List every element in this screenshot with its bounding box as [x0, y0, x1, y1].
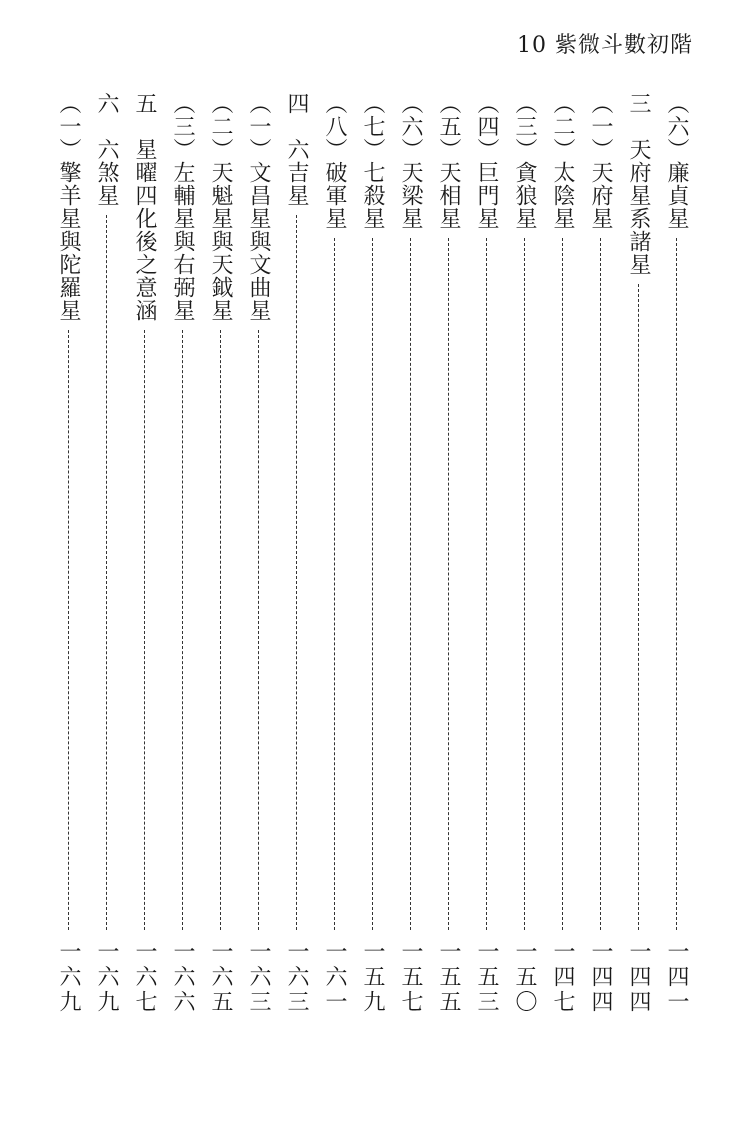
- toc-entry-page: 一六三: [246, 940, 271, 1015]
- toc-section-page: 一四四: [626, 940, 651, 1015]
- toc-entry-page: 一五五: [436, 940, 461, 1015]
- dotted-leader: [68, 330, 69, 930]
- dotted-leader: [676, 238, 677, 930]
- toc-section-title: 三 天府星系諸星: [626, 92, 651, 276]
- dotted-leader: [258, 330, 259, 930]
- toc-entry-page: 一四四: [588, 940, 613, 1015]
- toc-section-page: 一六七: [132, 940, 157, 1015]
- toc-entry[interactable]: [50, 92, 86, 1032]
- dotted-leader: [106, 215, 107, 930]
- dotted-leader: [182, 330, 183, 930]
- toc-entry-page: 一四一: [664, 940, 689, 1015]
- toc-entry-page: 一六九: [56, 940, 81, 1015]
- dotted-leader: [562, 238, 563, 930]
- toc-entry[interactable]: [582, 92, 618, 1032]
- toc-entry[interactable]: [202, 92, 238, 1032]
- toc-entry-title: （三）左輔星與右弼星: [170, 92, 195, 322]
- toc-section-page: 一六三: [284, 940, 309, 1015]
- dotted-leader: [638, 284, 639, 930]
- dotted-leader: [372, 238, 373, 930]
- toc-entry-title: （一）文昌星與文曲星: [246, 92, 271, 322]
- toc-entry-title: （七）七殺星: [360, 92, 385, 230]
- toc-entry[interactable]: [506, 92, 542, 1032]
- toc-section-page: 一六九: [94, 940, 119, 1015]
- toc-entry-page: 一六六: [170, 940, 195, 1015]
- toc-entry-page: 一五〇: [512, 940, 537, 1015]
- toc-entry[interactable]: [354, 92, 390, 1032]
- toc-entry-title: （一）天府星: [588, 92, 613, 230]
- toc-section-title: 五 星曜四化後之意涵: [132, 92, 157, 322]
- toc-entry-page: 一六一: [322, 940, 347, 1015]
- toc-entry-title: （二）天魁星與天鉞星: [208, 92, 233, 322]
- page-header: 10 紫微斗數初階: [517, 33, 693, 58]
- toc-entry-title: （六）廉貞星: [664, 92, 689, 230]
- toc-entry[interactable]: [392, 92, 428, 1032]
- toc-entry-title: （八）破軍星: [322, 92, 347, 230]
- toc-section-title: 六 六煞星: [94, 92, 119, 207]
- toc-section[interactable]: [88, 92, 124, 1032]
- toc-entry[interactable]: [468, 92, 504, 1032]
- table-of-contents: [54, 92, 694, 1032]
- dotted-leader: [600, 238, 601, 930]
- toc-entry[interactable]: [658, 92, 694, 1032]
- toc-entry[interactable]: [430, 92, 466, 1032]
- toc-entry-title: （二）太陰星: [550, 92, 575, 230]
- toc-entry-title: （五）天相星: [436, 92, 461, 230]
- toc-entry-page: 一五七: [398, 940, 423, 1015]
- toc-entry-page: 一五九: [360, 940, 385, 1015]
- toc-entry[interactable]: [164, 92, 200, 1032]
- toc-entry[interactable]: [240, 92, 276, 1032]
- toc-section[interactable]: [126, 92, 162, 1032]
- dotted-leader: [144, 330, 145, 930]
- toc-entry[interactable]: [316, 92, 352, 1032]
- toc-entry[interactable]: [544, 92, 580, 1032]
- dotted-leader: [486, 238, 487, 930]
- toc-entry-page: 一四七: [550, 940, 575, 1015]
- dotted-leader: [220, 330, 221, 930]
- toc-section-title: 四 六吉星: [284, 92, 309, 207]
- toc-entry-page: 一六五: [208, 940, 233, 1015]
- toc-entry-title: （四）巨門星: [474, 92, 499, 230]
- toc-entry-title: （三）貪狼星: [512, 92, 537, 230]
- toc-entry-page: 一五三: [474, 940, 499, 1015]
- dotted-leader: [296, 215, 297, 930]
- toc-section[interactable]: [620, 92, 656, 1032]
- dotted-leader: [410, 238, 411, 930]
- toc-entry-title: （六）天梁星: [398, 92, 423, 230]
- toc-section[interactable]: [278, 92, 314, 1032]
- toc-entry-title: （一）擎羊星與陀羅星: [56, 92, 81, 322]
- dotted-leader: [334, 238, 335, 930]
- dotted-leader: [448, 238, 449, 930]
- dotted-leader: [524, 238, 525, 930]
